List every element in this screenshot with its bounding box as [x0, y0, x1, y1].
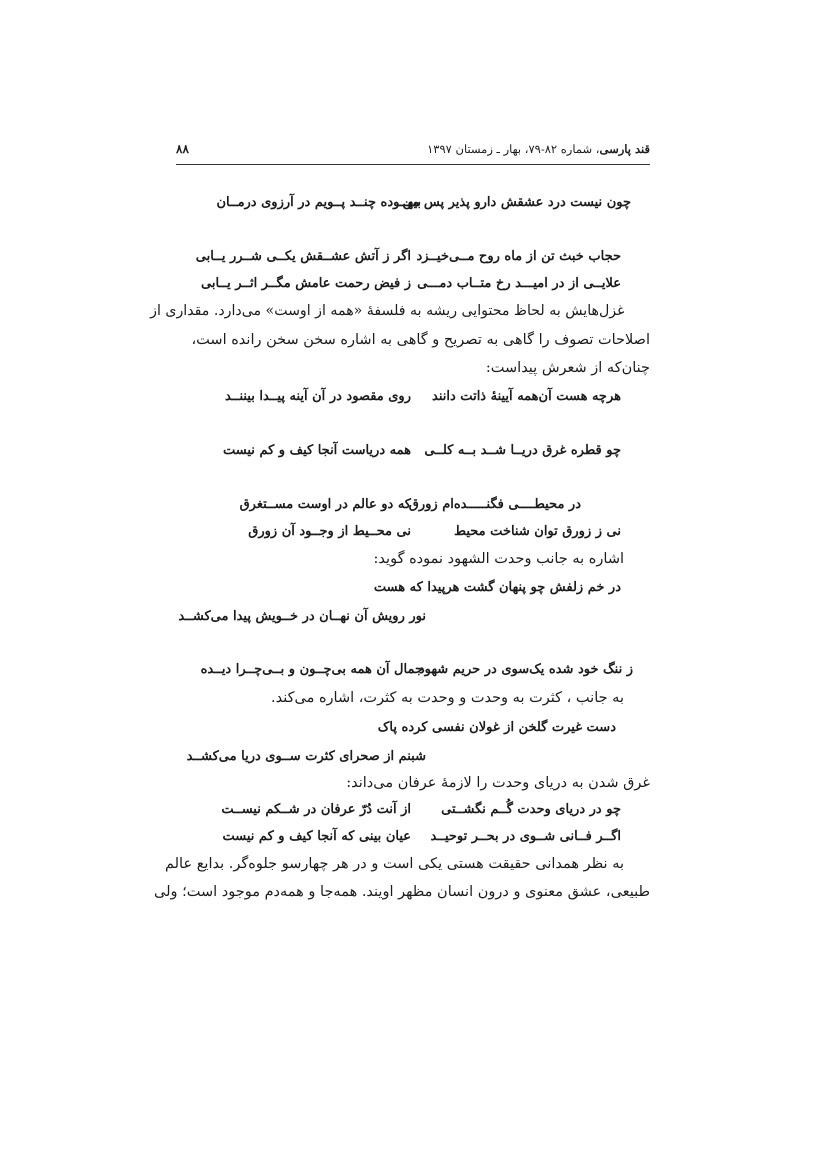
journal-citation [427, 142, 650, 156]
couplet-second-hemistich: بیهــوده چنــد پــویم در آرزوی درمــان [216, 195, 421, 210]
couplet-first-hemistich: نی ز زورق توان شناخت محیط [454, 524, 621, 539]
couplet-second-hemistich: روی مقصود در آن آینه پیــدا بیننــد [225, 389, 411, 404]
body-paragraph-line: چنان‌که از شعرش پیداست: [485, 360, 650, 376]
body-paragraph-line: اشاره به جانب وحدت الشهود نموده گوید: [373, 551, 624, 567]
journal-name: قند پارسی [599, 142, 650, 156]
couplet-first-hemistich: در محیطــــی فگنـــــده‌ام زورق [408, 497, 581, 512]
running-header [176, 138, 650, 165]
couplet-first-hemistich: چو قطره غرق دریــا شــد بــه کلــی [424, 443, 621, 458]
stepped-verse-second: شبنم از صحرای کثرت ســوی دریا می‌کشــد [186, 749, 426, 764]
body-paragraph-line: به نظر همدانی حقیقت هستی یکی است و در هر چهارسو جلوه‌گر. بدایع عالم [164, 856, 624, 872]
stepped-verse-first: دست غیرت گلخن از غولان نفسی کرده پاک [377, 720, 616, 735]
issue-info: ، شماره ۸۲-۷۹، بهار ـ زمستان ۱۳۹۷ [427, 142, 600, 156]
couplet-first-hemistich: چون نیست درد عشقش دارو پذیر پس من [402, 195, 631, 210]
couplet-first-hemistich: اگــر فــانی شــوی در بحــر توحیــد [430, 829, 621, 844]
couplet-second-hemistich: ز فیض رحمت عامش مگــر اثــر یــابی [201, 276, 411, 291]
stepped-verse-first: در خم زلفش چو پنهان گشت هرپیدا که هست [373, 580, 621, 595]
couplet-second-hemistich: از آنت دُرّ عرفان در شــکم نیســت [221, 802, 411, 817]
couplet-second-hemistich: که دو عالم در اوست مســتغرق [239, 497, 411, 512]
body-paragraph-line: به جانب ، کثرت به وحدت و وحدت به کثرت، اشاره می‌کند. [270, 690, 624, 706]
body-paragraph-line: طبیعی، عشق معنوی و درون انسان مظهر اویند. همه‌جا و همه‌دم موجود است؛ ولی [154, 884, 650, 900]
couplet-first-hemistich: ز ننگ خود شده یک‌سوی در حریم شهود [418, 662, 633, 677]
couplet-first-hemistich: حجاب خبث تن از ماه روح مــی‌خیــزد [416, 249, 621, 264]
couplet-first-hemistich: هرچه هست آن‌همه آیینهٔ ذاتت دانند [432, 389, 621, 404]
couplet-first-hemistich: چو در دریای وحدت گُــم نگشــتی [441, 802, 621, 817]
page-number: ۸۸ [176, 142, 189, 156]
body-paragraph-line: اصلاحات تصوف را گاهی به تصریح و گاهی به اشاره سخن سخن رانده است، [191, 332, 650, 348]
couplet-first-hemistich: علایــی از در امیـــد رخ متــاب دمـــی [417, 276, 621, 291]
body-paragraph-line: غزل‌هایش به لحاظ محتوایی ریشه به فلسفهٔ «همه از اوست» می‌دارد. مقداری از [149, 303, 624, 319]
couplet-second-hemistich: جمال آن همه بی‌چــون و بــی‌چــرا دیــده [200, 662, 423, 677]
body-paragraph-line: غرق شدن به دریای وحدت را لازمهٔ عرفان می‌داند: [346, 775, 650, 791]
couplet-second-hemistich: نی محــیط از وجــود آن زورق [248, 524, 411, 539]
couplet-second-hemistich: عیان بینی که آنجا کیف و کم نیست [222, 829, 411, 844]
couplet-second-hemistich: همه دریاست آنجا کیف و کم نیست [223, 443, 411, 458]
stepped-verse-second: نور رویش آن نهــان در خــویش پیدا می‌کشــد [178, 609, 426, 624]
couplet-second-hemistich: اگر ز آتش عشــقش یکــی شــرر یــابی [195, 249, 411, 264]
